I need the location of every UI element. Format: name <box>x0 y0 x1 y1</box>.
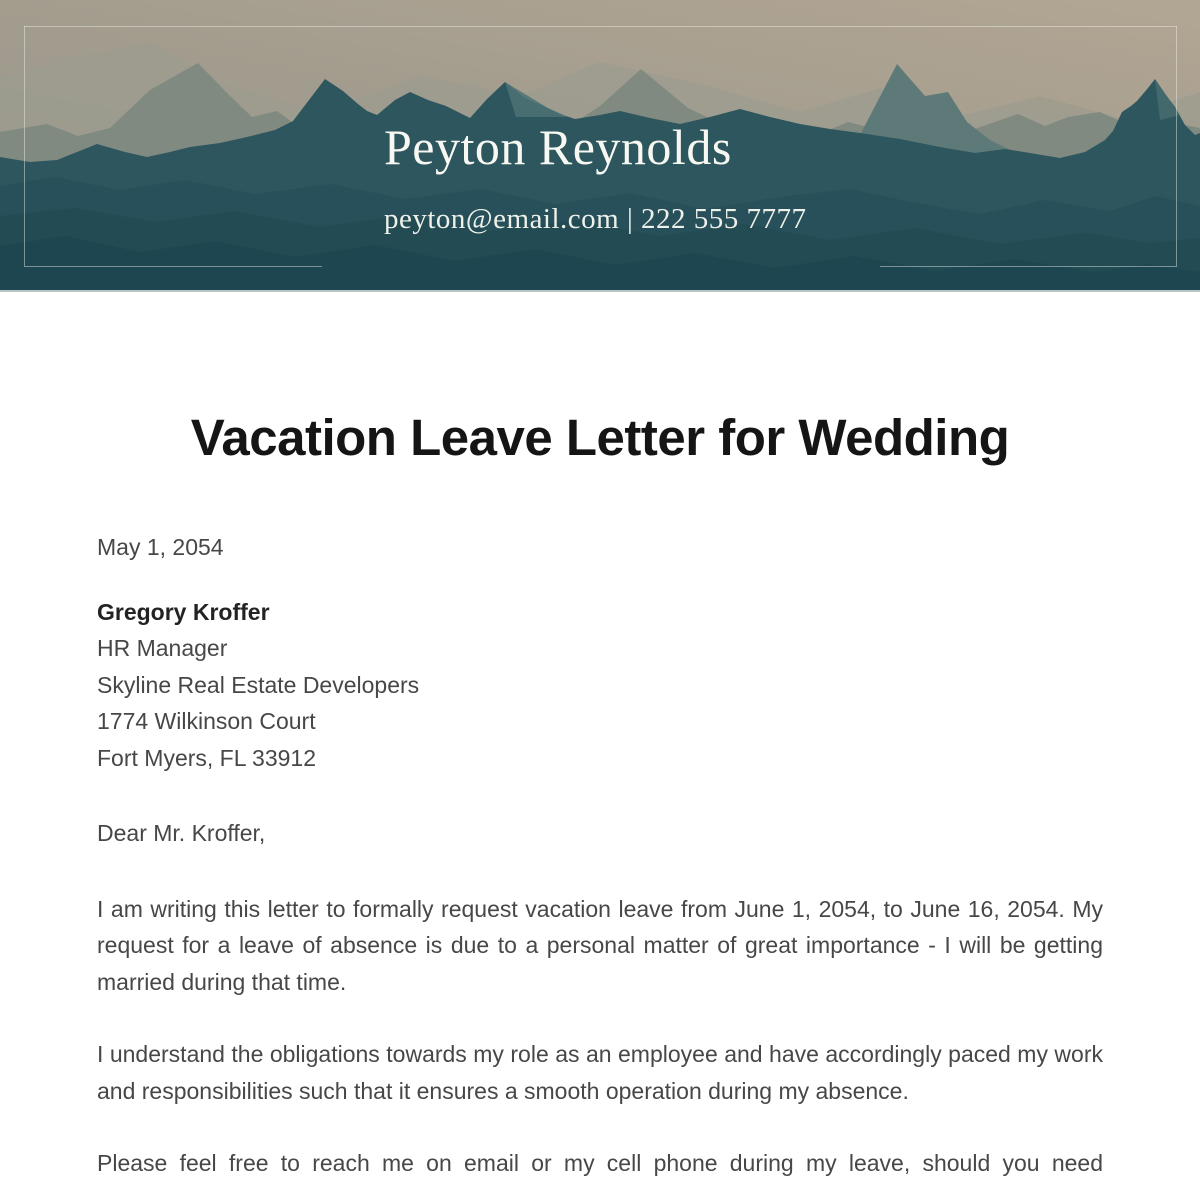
body-paragraph-obligations: I understand the obligations towards my role as an employee and have accordingly paced my work and responsibilities such that it ensures a smooth operation during my absence. <box>97 1041 1103 1104</box>
recipient-city-state-zip: Fort Myers, FL 33912 <box>97 744 317 771</box>
header-banner <box>0 0 1200 292</box>
recipient-job-title: HR Manager <box>97 635 228 661</box>
recipient-street-address: 1774 Wilkinson Court <box>97 708 316 734</box>
sender-identity-block <box>384 118 807 238</box>
letter-body <box>0 407 1200 1182</box>
sender-name: Peyton Reynolds <box>384 119 732 175</box>
body-paragraph-request: I am writing this letter to formally request vacation leave from June 1, 2054, to June 16, 2054. My request for a leave of absence is due to a personal matter of great importance - I will be getting married during that time. <box>97 895 1103 995</box>
header-divider-line <box>0 290 1200 292</box>
frame-border-bottom-left <box>24 266 322 267</box>
frame-border-left <box>24 26 25 266</box>
recipient-name: Gregory Kroffer <box>97 598 270 625</box>
salutation-line: Dear Mr. Kroffer, <box>97 820 266 846</box>
frame-border-top <box>24 26 1177 27</box>
recipient-company: Skyline Real Estate Developers <box>97 671 420 698</box>
frame-border-bottom-right <box>880 266 1177 267</box>
letter-title: Vacation Leave Letter for Wedding <box>190 409 1010 466</box>
sender-contact: peyton@email.com | 222 555 7777 <box>384 203 807 235</box>
frame-border-right <box>1176 26 1177 266</box>
date-line: May 1, 2054 <box>97 534 224 560</box>
recipient-block <box>97 594 1103 777</box>
body-paragraph-contact-clipped: Please feel free to reach me on email or my cell phone during my leave, should you need <box>97 1150 1103 1176</box>
